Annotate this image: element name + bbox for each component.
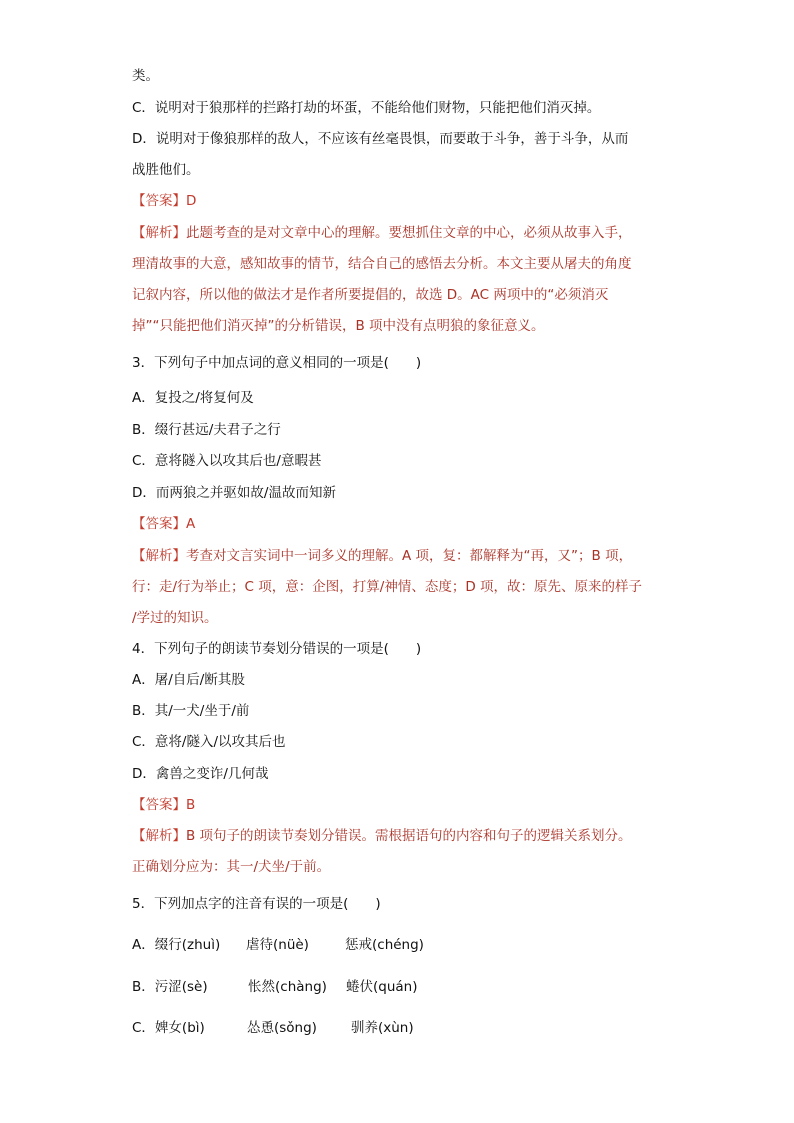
q3-answer: [132, 515, 195, 533]
q4-explanation-line2: 正确划分应为：其一/犬坐/于前。: [132, 859, 331, 875]
answer-tag: 【答案】: [132, 516, 186, 532]
q5-stem: 5．下列加点字的注音有误的一项是( ): [132, 896, 381, 912]
q3-stem: 3．下列句子中加点词的意义相同的一项是( ): [132, 355, 422, 371]
q3-option-d: D．而两狼之并驱如故/温故而知新: [132, 485, 336, 501]
q3-option-a: A．复投之/将复何及: [132, 390, 254, 406]
q2-option-d-line1: D．说明对于像狼那样的敌人，不应该有丝毫畏惧，而要敢于斗争，善于斗争，从而: [132, 131, 629, 147]
q4-stem: 4．下列句子的朗读节奏划分错误的一项是( ): [132, 641, 422, 657]
answer-tag: 【答案】: [132, 797, 186, 813]
q3-explanation-line3: /学过的知识。: [132, 610, 218, 626]
explanation-tag: 【解析】: [132, 225, 186, 241]
q3-option-c: C．意将隧入以攻其后也/意暇甚: [132, 453, 322, 469]
q3-explanation-line2: 行：走/行为举止；C 项，意：企图，打算/神情、态度；D 项，故：原先、原来的样子: [132, 579, 642, 595]
q4-option-c: C．意将/隧入/以攻其后也: [132, 734, 286, 750]
q4-option-a: A．屠/自后/断其股: [132, 672, 245, 688]
explanation-tag: 【解析】: [132, 828, 186, 844]
q4-answer: [132, 796, 195, 814]
answer-tag: 【答案】: [132, 193, 186, 209]
q2-option-d-line2: 战胜他们。: [132, 162, 200, 178]
q4-option-d: D．禽兽之变诈/几何哉: [132, 766, 269, 782]
q3-option-b: B．缀行甚远/夫君子之行: [132, 422, 281, 438]
q2-explanation-line1: 【解析】此题考查的是对文章中心的理解。要想抓住文章的中心，必须从故事入手，: [132, 225, 632, 241]
q2-answer: [132, 192, 196, 210]
q2-option-b-tail: 类。: [132, 68, 159, 84]
q2-explanation-line2: 理清故事的大意，感知故事的情节，结合自己的感悟去分析。本文主要从屠夫的角度: [132, 256, 632, 272]
explanation-tag: 【解析】: [132, 548, 186, 564]
q4-option-b: B．其/一犬/坐于/前: [132, 703, 250, 719]
q2-explanation-line3: 记叙内容，所以他的做法才是作者所要提倡的，故选 D。AC 两项中的“必须消灭: [132, 287, 609, 303]
answer-value: A: [186, 516, 196, 532]
answer-value: B: [186, 797, 196, 813]
q2-option-c: C．说明对于狼那样的拦路打劫的坏蛋，不能给他们财物，只能把他们消灭掉。: [132, 100, 601, 116]
answer-value: D: [186, 193, 197, 209]
q3-explanation-line1: 【解析】考查对文言实词中一词多义的理解。A 项，复：都解释为“再，又”；B 项，: [132, 548, 633, 564]
q4-explanation-line1: 【解析】B 项句子的朗读节奏划分错误。需根据语句的内容和句子的逻辑关系划分。: [132, 828, 632, 844]
q2-explanation-line4: 掉”“只能把他们消灭掉”的分析错误，B 项中没有点明狼的象征意义。: [132, 318, 545, 334]
